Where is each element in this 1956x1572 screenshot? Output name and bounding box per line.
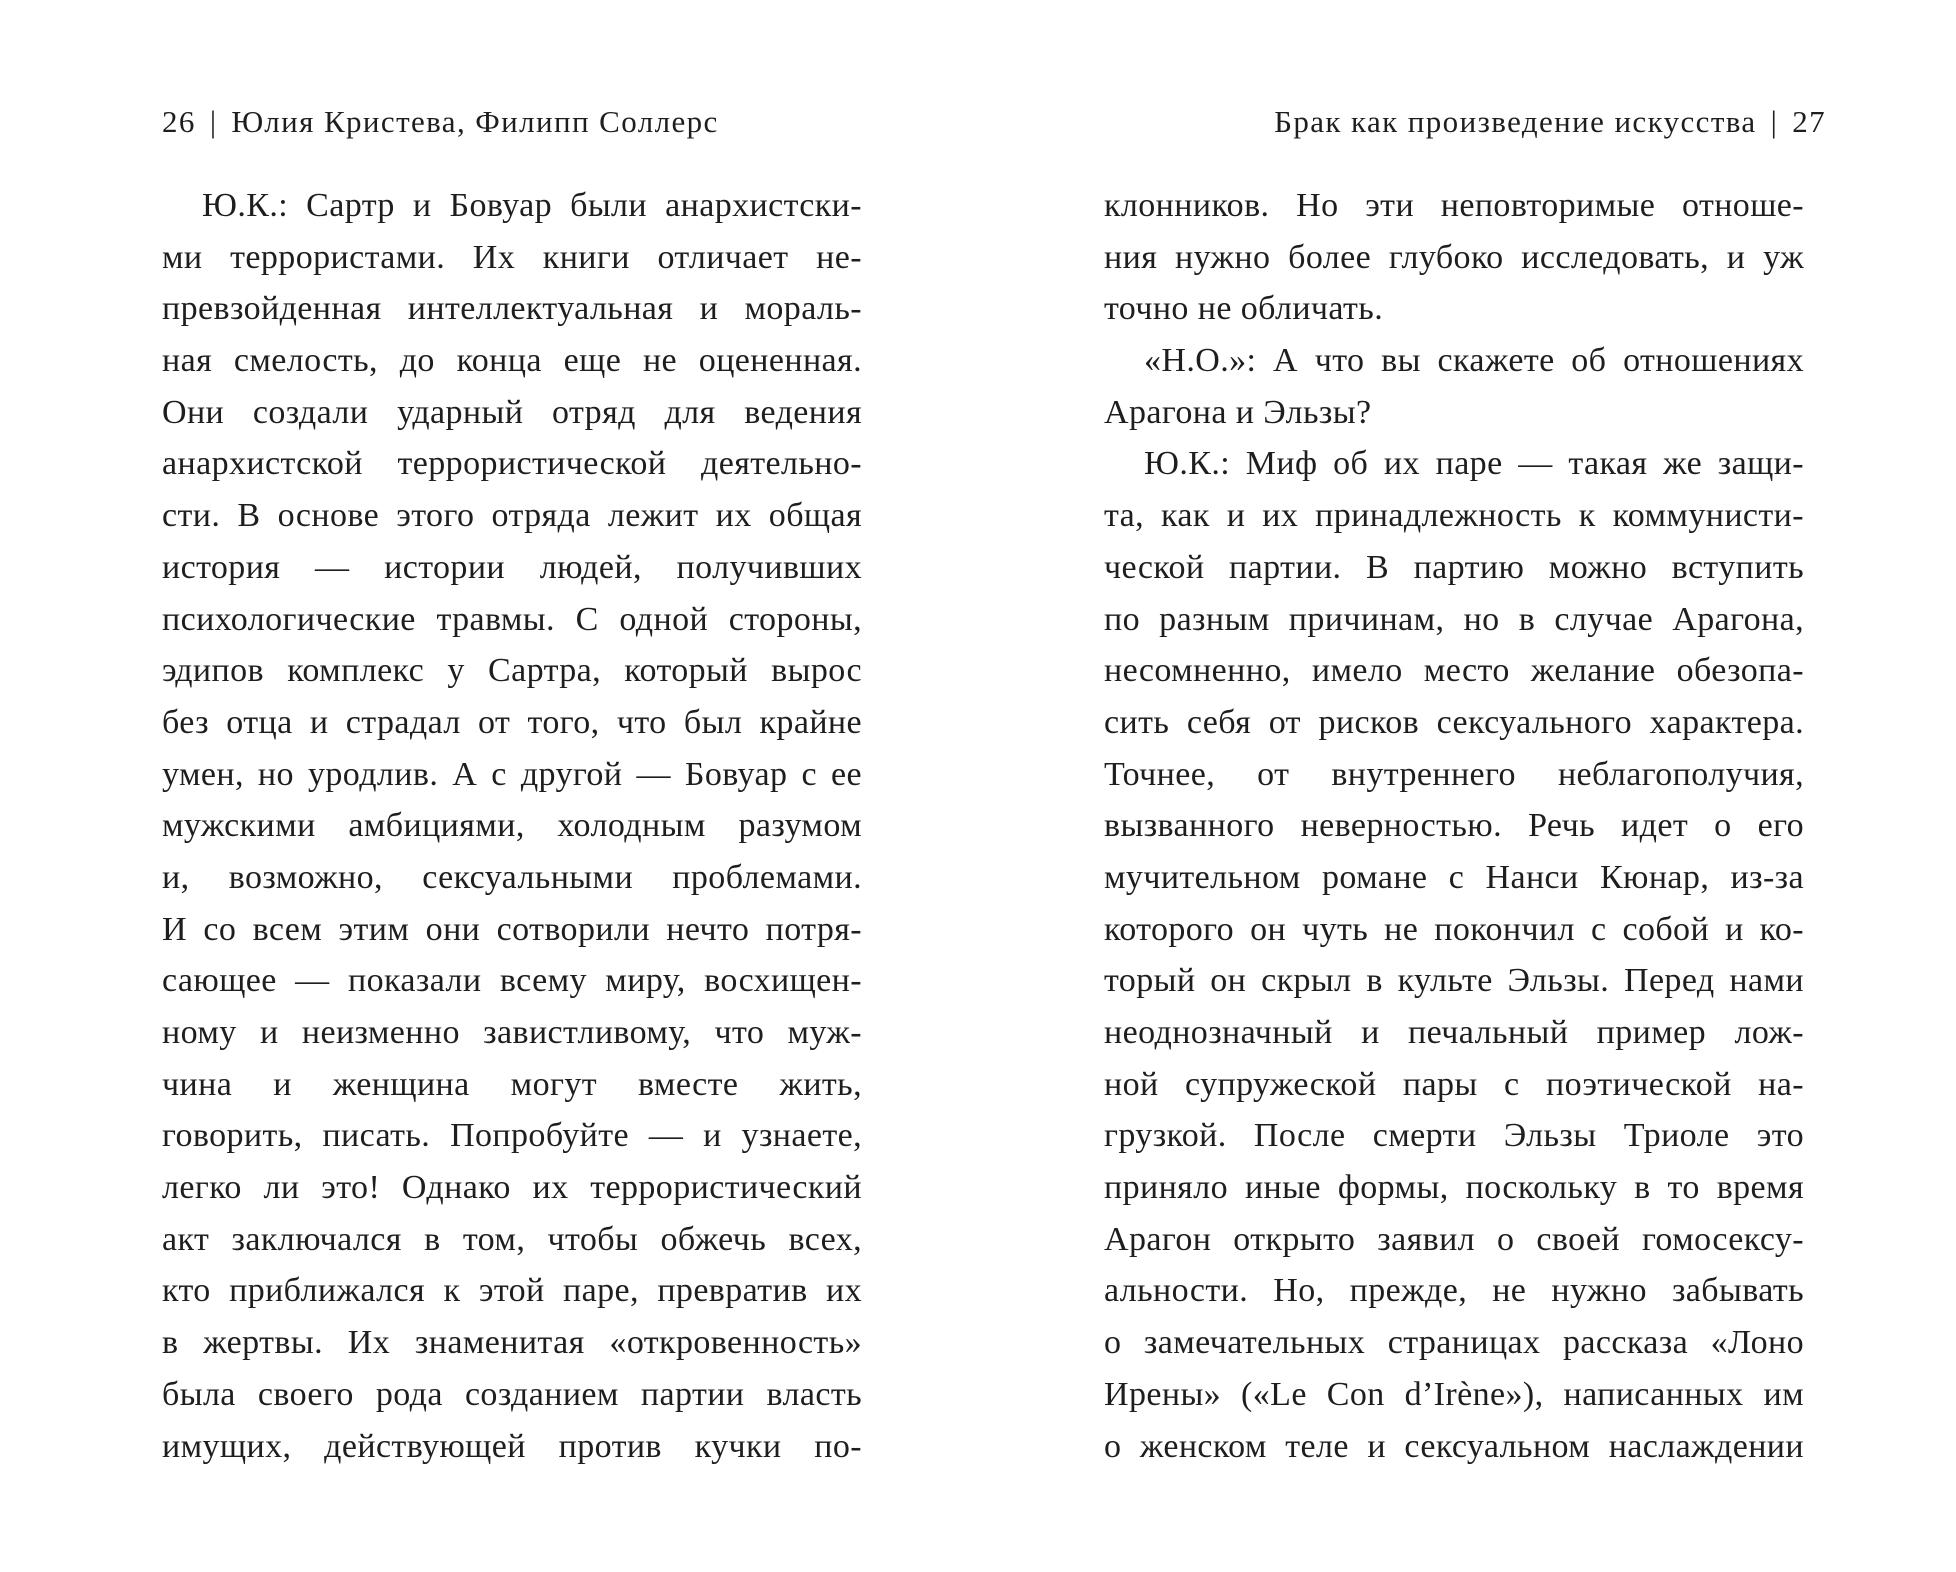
text-line: анархистской террористической деятельно- [162, 445, 862, 483]
left-page-text [162, 180, 862, 1472]
text-line: и, возможно, сексуальными проблемами. [162, 858, 862, 896]
text-line: мучительном романе с Нанси Кюнар, из-за [1104, 858, 1804, 896]
text-line: ми террористами. Их книги отличает не- [162, 238, 862, 276]
text-line: говорить, писать. Попробуйте — и узнаете, [162, 1117, 862, 1155]
text-line: которого он чуть не покончил с собой и ко- [1104, 910, 1804, 948]
text-line: Ирены» («Le Con d’Irène»), написанных им [1104, 1375, 1804, 1413]
text-line: мужскими амбициями, холодным разумом [162, 807, 862, 845]
text-line: о замечательных страницах рассказа «Лоно [1104, 1324, 1804, 1362]
text-line: умен, но уродлив. А с другой — Бовуар с ее [162, 755, 862, 793]
text-line: о женском теле и сексуальном наслаждении [1104, 1427, 1804, 1465]
text-line: грузкой. После смерти Эльзы Триоле это [1104, 1117, 1804, 1155]
left-header-separator: | [209, 104, 218, 139]
text-line: эдипов комплекс у Сартра, который вырос [162, 652, 862, 690]
text-line: «Н.О.»: А что вы скажете об отношениях [1144, 342, 1804, 380]
right-page-number: 27 [1792, 104, 1826, 139]
left-page-header [162, 104, 719, 140]
text-line: по разным причинам, но в случае Арагона, [1104, 600, 1804, 638]
text-line: несомненно, имело место желание обезопа- [1104, 652, 1804, 690]
text-line: торый он скрыл в культе Эльзы. Перед нами [1104, 962, 1804, 1000]
text-line: чина и женщина могут вместе жить, [162, 1065, 862, 1103]
text-line: была своего рода созданием партии власть [162, 1375, 862, 1413]
text-line: сти. В основе этого отряда лежит их общая [162, 497, 862, 535]
text-line: сающее — показали всему миру, восхищен- [162, 962, 862, 1000]
text-line: история — истории людей, получивших [162, 548, 862, 586]
text-line: Ю.К.: Сартр и Бовуар были анархистски- [202, 187, 862, 224]
text-line: ческой партии. В партию можно вступить [1104, 548, 1804, 586]
text-line: акт заключался в том, чтобы обжечь всех, [162, 1220, 862, 1258]
text-line: психологические травмы. С одной стороны, [162, 600, 862, 638]
text-line: приняло иные формы, поскольку в то время [1104, 1169, 1804, 1207]
right-page-header [1274, 104, 1826, 140]
text-line: кто приближался к этой паре, превратив их [162, 1272, 862, 1310]
text-line: сить себя от рисков сексуального характера. [1104, 703, 1804, 741]
text-line: И со всем этим они сотворили нечто потря- [162, 910, 862, 948]
text-line: ной супружеской пары с поэтической на- [1104, 1065, 1804, 1103]
text-line: в жертвы. Их знаменитая «откровенность» [162, 1324, 862, 1362]
right-header-separator: | [1770, 104, 1779, 139]
text-line: Арагона и Эльзы? [1104, 393, 1372, 431]
right-running-title: Брак как произведение искусства [1274, 104, 1757, 139]
text-line: неоднозначный и печальный пример лож- [1104, 1014, 1804, 1051]
text-line: легко ли это! Однако их террористический [162, 1169, 862, 1207]
text-line: превзойденная интеллектуальная и мораль- [162, 290, 862, 328]
right-page [978, 0, 1956, 1572]
text-line: ная смелость, до конца еще не оцененная. [162, 342, 862, 380]
text-line: без отца и страдал от того, что был крайне [162, 703, 862, 741]
text-line: ному и неизменно завистливому, что муж- [162, 1014, 862, 1051]
text-line: та, как и их принадлежность к коммунисти- [1104, 497, 1804, 535]
text-line: вызванного неверностью. Речь идет о его [1104, 807, 1804, 845]
text-line: точно не обличать. [1104, 290, 1384, 328]
text-line: ния нужно более глубоко исследовать, и уж [1104, 238, 1804, 276]
left-running-title: Юлия Кристева, Филипп Соллерс [231, 104, 719, 139]
text-line: Арагон открыто заявил о своей гомосексу- [1104, 1220, 1804, 1258]
text-line: Точнее, от внутреннего неблагополучия, [1104, 755, 1804, 793]
text-line: имущих, действующей против кучки по- [162, 1427, 862, 1465]
text-line: Ю.К.: Миф об их паре — такая же защи- [1144, 445, 1804, 483]
text-line: альности. Но, прежде, не нужно забывать [1104, 1272, 1804, 1310]
right-page-text [1104, 180, 1804, 1472]
left-page-number: 26 [162, 104, 196, 139]
text-line: клонников. Но эти неповторимые отноше- [1104, 187, 1804, 224]
text-line: Они создали ударный отряд для ведения [162, 393, 862, 431]
